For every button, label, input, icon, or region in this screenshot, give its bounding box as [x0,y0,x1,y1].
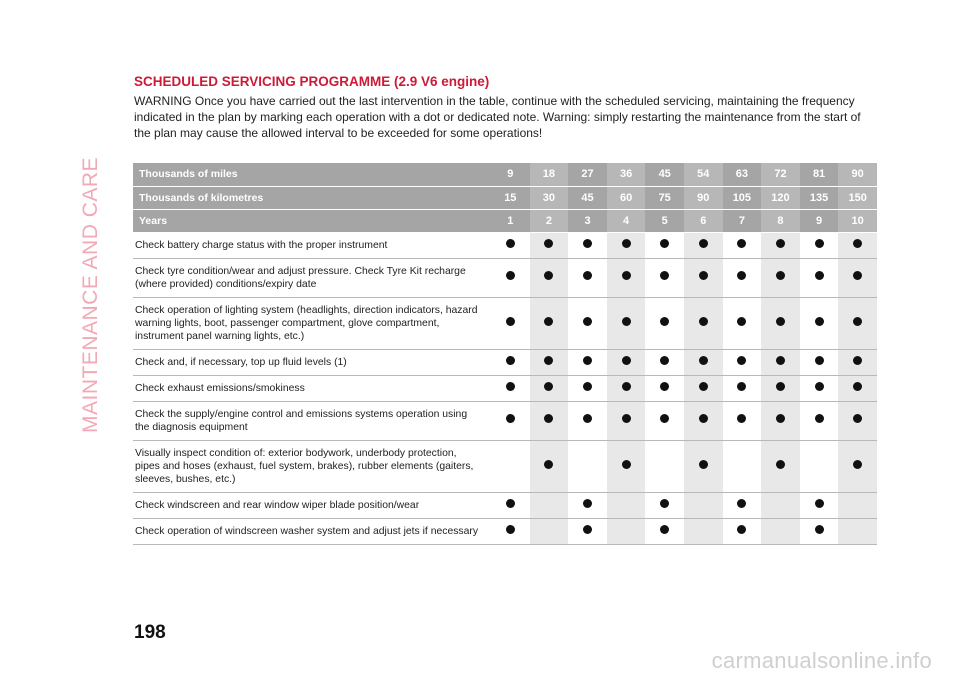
interval-cell [568,375,607,401]
header-interval-value: 36 [607,163,646,186]
header-interval-value: 135 [800,186,839,209]
table-row [133,297,877,349]
header-row-label: Years [133,209,491,232]
interval-cell [800,440,839,492]
table-row [133,375,877,401]
interval-cell [761,375,800,401]
interval-cell [684,492,723,518]
interval-cell [684,232,723,258]
operation-description: Check and, if necessary, top up fluid levels (1) [133,349,491,375]
interval-cell [723,349,762,375]
interval-cell [684,375,723,401]
service-dot-icon [583,317,592,326]
service-dot-icon [776,382,785,391]
service-dot-icon [815,356,824,365]
service-dot-icon [853,239,862,248]
service-dot-icon [815,239,824,248]
interval-cell [761,297,800,349]
header-interval-value: 45 [568,186,607,209]
operation-description: Visually inspect condition of: exterior bodywork, underbody protection, pipes and hoses (exhaust, fuel system, brakes), rubber elements (gaiters, sleeves, bushes, etc.) [133,440,491,492]
interval-cell [800,492,839,518]
service-dot-icon [660,271,669,280]
interval-cell [530,349,569,375]
interval-cell [723,440,762,492]
service-dot-icon [776,356,785,365]
chapter-side-title: MAINTENANCE AND CARE [79,156,102,433]
interval-cell [684,349,723,375]
header-interval-value: 150 [838,186,877,209]
service-dot-icon [737,499,746,508]
interval-cell [491,232,530,258]
header-interval-value: 15 [491,186,530,209]
table-row [133,518,877,544]
service-dot-icon [853,317,862,326]
interval-cell [723,232,762,258]
interval-cell [723,297,762,349]
interval-cell [568,232,607,258]
servicing-table [133,163,877,545]
interval-cell [684,440,723,492]
service-dot-icon [544,317,553,326]
service-dot-icon [544,414,553,423]
interval-cell [568,440,607,492]
table-row [133,232,877,258]
service-dot-icon [583,525,592,534]
service-dot-icon [506,525,515,534]
interval-cell [491,297,530,349]
header-row-label: Thousands of miles [133,163,491,186]
header-interval-value: 2 [530,209,569,232]
interval-cell [607,349,646,375]
operation-description: Check operation of lighting system (headlights, direction indicators, hazard warning lights, boot, passenger compartment, glove compartment, instrument panel warning lights, etc.) [133,297,491,349]
service-dot-icon [583,414,592,423]
interval-cell [800,349,839,375]
service-dot-icon [622,382,631,391]
header-row [133,209,877,232]
interval-cell [530,375,569,401]
interval-cell [568,518,607,544]
interval-cell [645,232,684,258]
operation-description: Check tyre condition/wear and adjust pressure. Check Tyre Kit recharge (where provided) conditions/expiry date [133,258,491,297]
service-dot-icon [544,239,553,248]
interval-cell [761,349,800,375]
interval-cell [838,297,877,349]
service-dot-icon [583,382,592,391]
interval-cell [607,375,646,401]
interval-cell [838,518,877,544]
header-interval-value: 60 [607,186,646,209]
interval-cell [607,232,646,258]
service-dot-icon [737,317,746,326]
header-interval-value: 9 [800,209,839,232]
interval-cell [645,258,684,297]
interval-cell [491,258,530,297]
interval-cell [645,440,684,492]
service-dot-icon [699,356,708,365]
service-dot-icon [583,239,592,248]
interval-cell [761,258,800,297]
interval-cell [645,349,684,375]
service-dot-icon [660,239,669,248]
interval-cell [491,349,530,375]
service-dot-icon [622,414,631,423]
interval-cell [491,492,530,518]
service-dot-icon [737,382,746,391]
interval-cell [800,375,839,401]
table-row [133,492,877,518]
interval-cell [645,518,684,544]
table-row [133,349,877,375]
interval-cell [530,297,569,349]
service-dot-icon [506,239,515,248]
interval-cell [568,349,607,375]
service-dot-icon [544,271,553,280]
interval-cell [530,440,569,492]
interval-cell [568,492,607,518]
service-dot-icon [776,460,785,469]
page-number: 198 [134,622,166,643]
interval-cell [568,258,607,297]
interval-cell [530,518,569,544]
interval-cell [761,232,800,258]
watermark: carmanualsonline.info [711,648,932,673]
warning-paragraph: WARNING Once you have carried out the last intervention in the table, continue with the scheduled servicing, maintaining the frequency indicated in the plan by marking each operation with a dot or dedicated note. Warning: simply restarting the maintenance from the start of the plan may cause the allowed interval to be exceeded for some operations! [134,94,861,140]
header-interval-value: 4 [607,209,646,232]
service-dot-icon [660,317,669,326]
interval-cell [607,258,646,297]
service-dot-icon [622,239,631,248]
service-dot-icon [776,317,785,326]
service-dot-icon [853,414,862,423]
interval-cell [491,440,530,492]
interval-cell [723,401,762,440]
interval-cell [838,375,877,401]
service-dot-icon [660,382,669,391]
header-interval-value: 18 [530,163,569,186]
service-dot-icon [737,271,746,280]
interval-cell [530,492,569,518]
service-dot-icon [737,239,746,248]
table-header [133,163,877,232]
service-dot-icon [583,499,592,508]
service-dot-icon [544,356,553,365]
service-dot-icon [737,414,746,423]
table-row [133,401,877,440]
interval-cell [723,518,762,544]
interval-cell [800,258,839,297]
interval-cell [838,232,877,258]
operation-description: Check the supply/engine control and emissions systems operation using the diagnosis equipment [133,401,491,440]
service-dot-icon [544,382,553,391]
interval-cell [530,232,569,258]
header-interval-value: 6 [684,209,723,232]
service-dot-icon [699,271,708,280]
service-dot-icon [815,414,824,423]
interval-cell [800,297,839,349]
interval-cell [800,232,839,258]
table-row [133,440,877,492]
interval-cell [723,375,762,401]
interval-cell [607,297,646,349]
service-dot-icon [622,356,631,365]
operation-description: Check battery charge status with the proper instrument [133,232,491,258]
service-dot-icon [622,460,631,469]
header-interval-value: 45 [645,163,684,186]
interval-cell [645,401,684,440]
service-dot-icon [815,317,824,326]
header-interval-value: 3 [568,209,607,232]
service-dot-icon [737,525,746,534]
interval-cell [568,401,607,440]
header-row [133,186,877,209]
service-dot-icon [853,271,862,280]
header-interval-value: 9 [491,163,530,186]
service-dot-icon [699,239,708,248]
header-interval-value: 90 [838,163,877,186]
header-interval-value: 75 [645,186,684,209]
section-title: SCHEDULED SERVICING PROGRAMME (2.9 V6 engine) [134,74,490,89]
interval-cell [838,492,877,518]
header-interval-value: 5 [645,209,684,232]
interval-cell [607,440,646,492]
interval-cell [530,258,569,297]
header-interval-value: 63 [723,163,762,186]
interval-cell [645,297,684,349]
header-row-label: Thousands of kilometres [133,186,491,209]
service-dot-icon [699,414,708,423]
interval-cell [491,401,530,440]
header-interval-value: 81 [800,163,839,186]
service-dot-icon [853,460,862,469]
service-dot-icon [544,460,553,469]
service-dot-icon [506,271,515,280]
interval-cell [800,518,839,544]
header-interval-value: 8 [761,209,800,232]
service-dot-icon [776,271,785,280]
header-interval-value: 7 [723,209,762,232]
interval-cell [800,401,839,440]
header-interval-value: 105 [723,186,762,209]
table-row [133,258,877,297]
interval-cell [838,401,877,440]
service-dot-icon [506,356,515,365]
service-dot-icon [815,499,824,508]
service-dot-icon [815,525,824,534]
service-dot-icon [506,414,515,423]
service-dot-icon [699,382,708,391]
interval-cell [607,518,646,544]
service-dot-icon [660,356,669,365]
operation-description: Check operation of windscreen washer system and adjust jets if necessary [133,518,491,544]
interval-cell [491,375,530,401]
interval-cell [684,518,723,544]
service-dot-icon [506,499,515,508]
service-dot-icon [853,382,862,391]
service-dot-icon [699,460,708,469]
header-interval-value: 30 [530,186,569,209]
service-dot-icon [660,525,669,534]
interval-cell [645,492,684,518]
service-dot-icon [815,271,824,280]
header-interval-value: 120 [761,186,800,209]
service-dot-icon [622,317,631,326]
header-interval-value: 72 [761,163,800,186]
header-interval-value: 27 [568,163,607,186]
interval-cell [568,297,607,349]
service-dot-icon [583,356,592,365]
interval-cell [645,375,684,401]
interval-cell [761,401,800,440]
header-interval-value: 90 [684,186,723,209]
service-dot-icon [506,382,515,391]
interval-cell [607,492,646,518]
interval-cell [761,518,800,544]
table-body [133,232,877,544]
header-interval-value: 10 [838,209,877,232]
service-dot-icon [776,414,785,423]
interval-cell [838,349,877,375]
service-dot-icon [699,317,708,326]
interval-cell [684,401,723,440]
interval-cell [723,258,762,297]
service-dot-icon [853,356,862,365]
interval-cell [761,492,800,518]
interval-cell [491,518,530,544]
operation-description: Check exhaust emissions/smokiness [133,375,491,401]
service-dot-icon [776,239,785,248]
interval-cell [723,492,762,518]
interval-cell [838,258,877,297]
service-dot-icon [815,382,824,391]
service-dot-icon [506,317,515,326]
operation-description: Check windscreen and rear window wiper blade position/wear [133,492,491,518]
service-dot-icon [737,356,746,365]
interval-cell [761,440,800,492]
service-dot-icon [660,414,669,423]
service-dot-icon [622,271,631,280]
header-interval-value: 1 [491,209,530,232]
interval-cell [838,440,877,492]
interval-cell [684,297,723,349]
interval-cell [607,401,646,440]
interval-cell [530,401,569,440]
service-dot-icon [660,499,669,508]
service-dot-icon [583,271,592,280]
interval-cell [684,258,723,297]
header-row [133,163,877,186]
header-interval-value: 54 [684,163,723,186]
